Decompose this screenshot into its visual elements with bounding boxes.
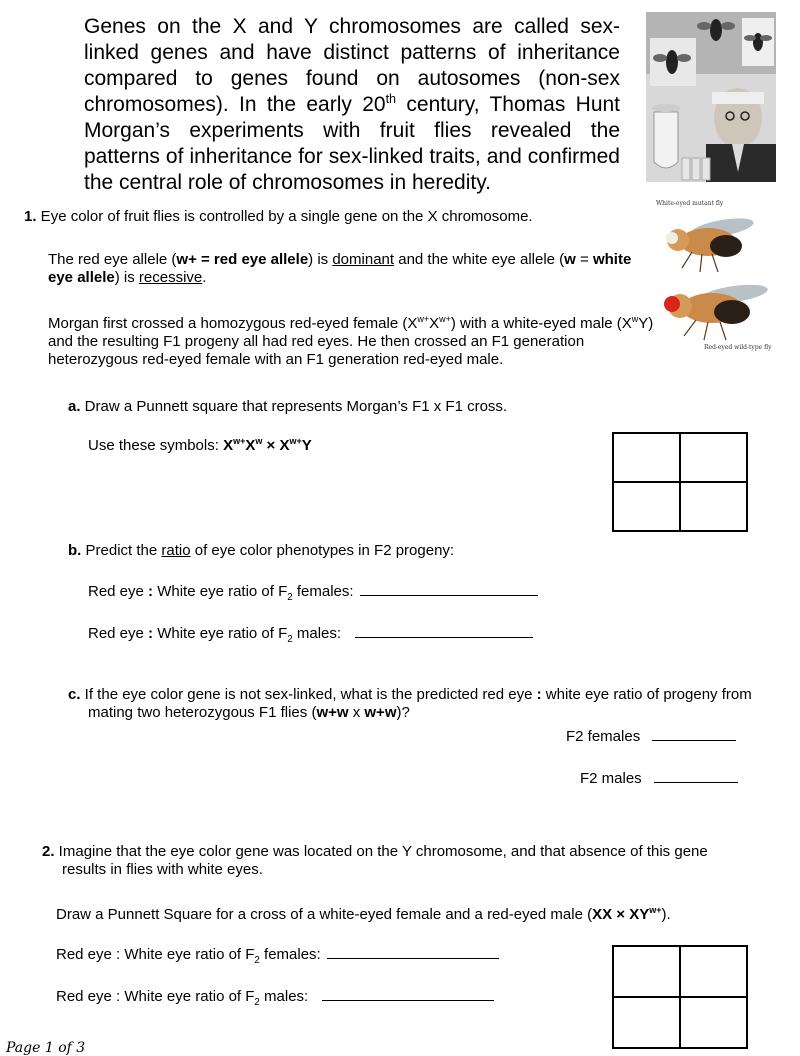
question-1a: a. Draw a Punnett square that represents Morgan’s F1 x F1 cross. [68, 398, 508, 415]
q1c-f2-females: F2 females [566, 728, 756, 746]
allele-description: The red eye allele (w+ = red eye allele) is dominant and the white eye allele (w = white eye allele) is recessive. [48, 251, 632, 286]
q1c-f2-males: F2 males [580, 770, 756, 788]
q1b-females-ratio: Red eye : White eye ratio of $F_2$ females: [88, 583, 608, 601]
white-eyed-fly-caption: White-eyed mutant fly [656, 200, 724, 207]
punnett-cell[interactable] [613, 997, 680, 1048]
answer-blank[interactable] [360, 594, 538, 596]
punnett-cell[interactable] [613, 946, 680, 997]
page-footer: Page 1 of 3 [6, 1040, 86, 1056]
white-eyed-fly-icon [648, 208, 758, 282]
question-1c: c. If the eye color gene is not sex-linked, what is the predicted red eye : white eye ratio of progeny from mating two heterozygous F1 flies (w+w x w+w)? [68, 686, 752, 721]
punnett-cell[interactable] [613, 482, 680, 531]
morgan-cross-description: Morgan first crossed a homozygous red-eyed female $(X^{w+}X^{w+})$ with a white-eyed male $(X^wY)$ and the resulting F1 progeny all had red eyes. He then crossed an F1 generation heterozygous red-eyed female with an F1 generation red-eyed male. [48, 314, 654, 368]
answer-blank[interactable] [327, 957, 499, 959]
q1b-males-ratio: Red eye : White eye ratio of $F_2$ males: [88, 625, 608, 643]
answer-blank[interactable] [654, 781, 738, 783]
question-1b: b. Predict the ratio of eye color phenotypes in F2 progeny: [68, 542, 455, 559]
question-1-stem: 1. Eye color of fruit flies is controlled by a single gene on the X chromosome. [24, 208, 533, 225]
answer-blank[interactable] [652, 739, 736, 741]
morgan-portrait-image [646, 12, 776, 182]
punnett-cell[interactable] [680, 946, 747, 997]
punnett-cell[interactable] [680, 482, 747, 531]
q2-females-ratio: Red eye : White eye ratio of $F_2$ females: [56, 946, 576, 964]
q2-males-ratio: Red eye : White eye ratio of $F_2$ males: [56, 988, 576, 1006]
intro-paragraph: Genes on the X and Y chromosomes are called sex-linked genes and have distinct patterns of inheritance compared to genes found on autosomes (non-sex chromosomes). In the early 20th century, Thomas Hunt Morgan’s experiments with fruit flies revealed the patterns of inheritance for sex-linked traits, and confirmed the central role of chromosomes in heredity. [84, 15, 621, 194]
punnett-square-q2[interactable] [612, 945, 748, 1049]
punnett-cell[interactable] [613, 433, 680, 482]
q2-draw-instruction: Draw a Punnett Square for a cross of a white-eyed female and a red-eyed male $(XX \times XY^{w+})$. [56, 905, 671, 923]
question-2-stem: 2. Imagine that the eye color gene was located on the Y chromosome, and that absence of this gene results in flies with white eyes. [42, 843, 708, 878]
punnett-square-1a[interactable] [612, 432, 748, 532]
punnett-cell[interactable] [680, 997, 747, 1048]
white-eyed-fly-figure [648, 200, 758, 280]
red-eyed-fly-caption: Red-eyed wild-type fly [704, 344, 772, 351]
punnett-symbols: Use these symbols: $X^{w+}X^w \times X^{w+}Y$ [88, 436, 312, 454]
answer-blank[interactable] [322, 999, 494, 1001]
punnett-cell[interactable] [680, 433, 747, 482]
answer-blank[interactable] [355, 636, 533, 638]
